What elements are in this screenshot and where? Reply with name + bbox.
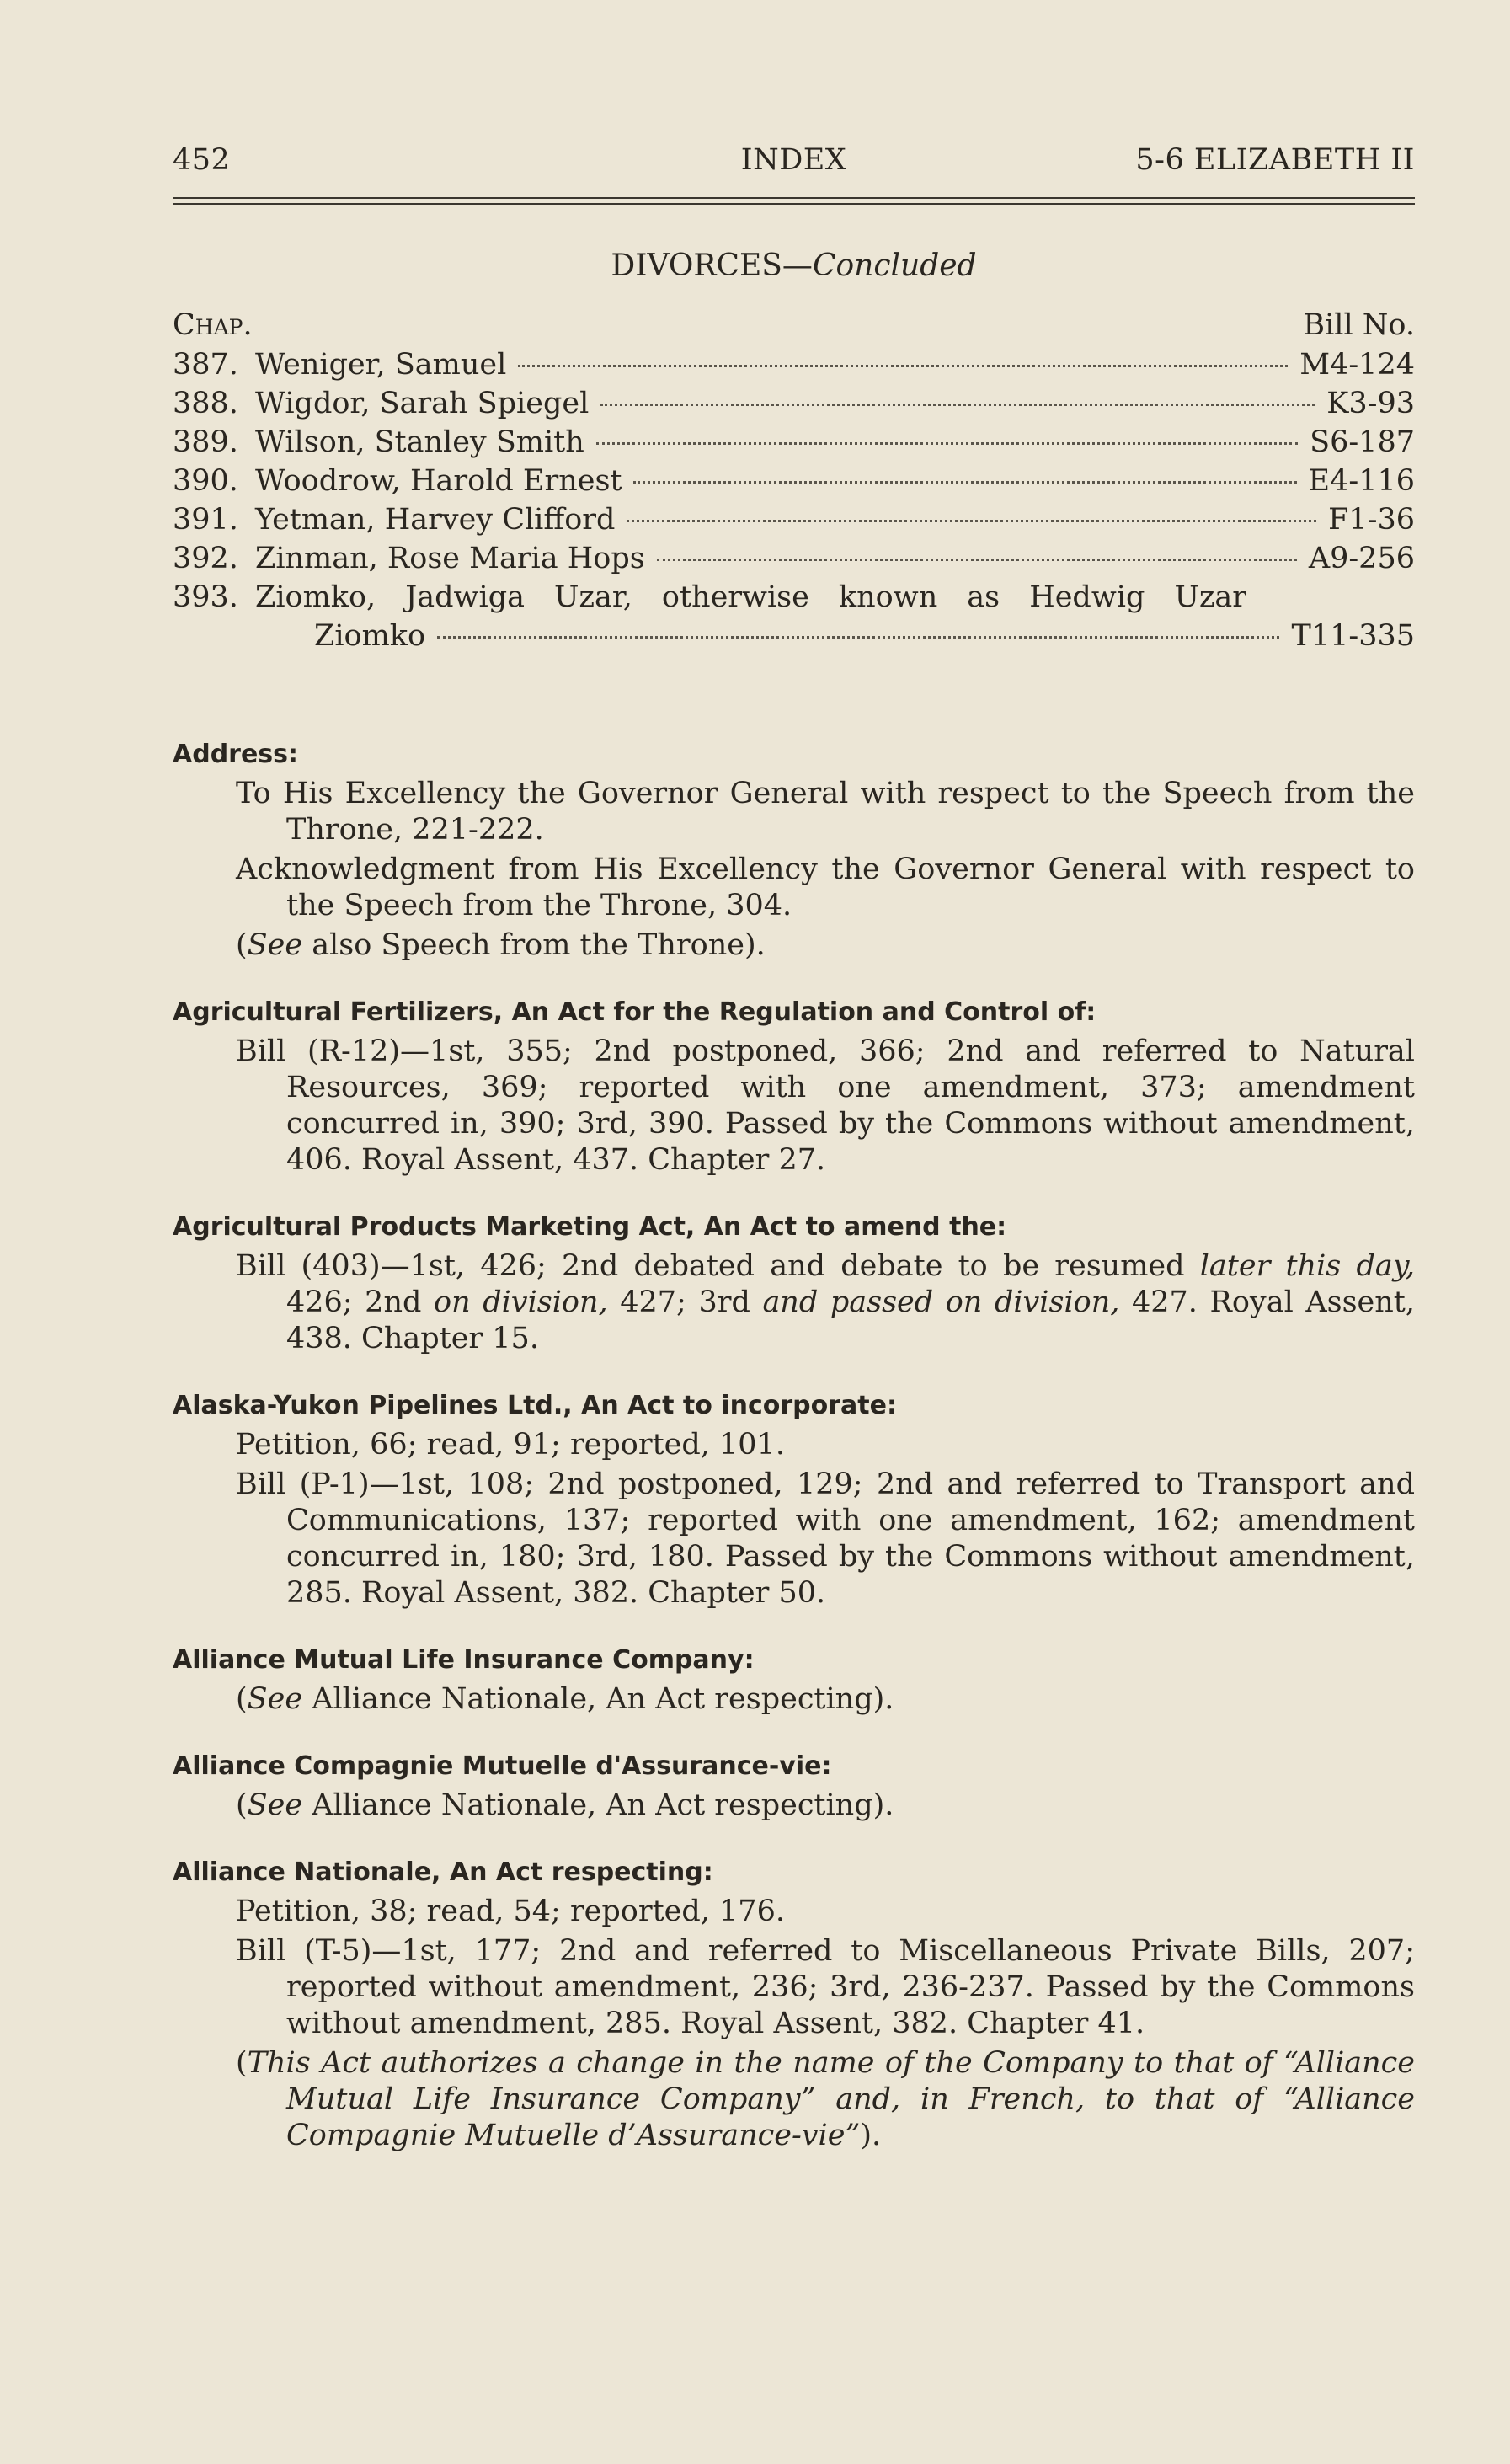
index-item: Bill (P-1)—1st, 108; 2nd postponed, 129; 2nd and referred to Transport and Communications, 137; reported with one amendment, 162; amendment concurred in, 180; 3rd, 180. Passed by the Commons without amendment, 285. Royal Assent, 382. Chapter 50. (236, 1467, 1415, 1610)
chap-column-heading: Chap. (173, 308, 253, 342)
divorce-list (173, 345, 1415, 655)
see-also-reference: (See also Speech from the Throne). (236, 928, 766, 962)
agricultural-fertilizers-heading: Agricultural Fertilizers, An Act for the Regulation and Control of: (173, 997, 1096, 1027)
section-title: DIVORCES—Concluded (611, 249, 977, 283)
see-reference: (See Alliance Nationale, An Act respecting). (236, 1682, 894, 1716)
divorce-entry: 391. Yetman, Harvey Clifford F1-36 (173, 503, 1415, 537)
header-double-rule (173, 197, 1415, 205)
index-item: Acknowledgment from His Excellency the Governor General with respect to the Speech from the Throne, 304. (236, 853, 1415, 922)
alliance-nationale-heading: Alliance Nationale, An Act respecting: (173, 1857, 713, 1887)
agricultural-products-heading: Agricultural Products Marketing Act, An Act to amend the: (173, 1212, 1007, 1242)
divorce-entry: 389. Wilson, Stanley Smith S6-187 (173, 425, 1415, 459)
running-header (173, 143, 1415, 185)
explanatory-note: (This Act authorizes a change in the name of the Company to that of “Alliance Mutual Life Insurance Company” and, in French, to that of “Alliance Compagnie Mutuelle d’Assurance-vie”). (236, 2046, 1415, 2152)
column-headings (173, 308, 1415, 345)
page-content (173, 143, 1415, 2157)
page-number: 452 (173, 143, 231, 177)
see-reference: (See Alliance Nationale, An Act respecting). (236, 1788, 894, 1822)
alaska-yukon-heading: Alaska-Yukon Pipelines Ltd., An Act to incorporate: (173, 1391, 897, 1420)
divorce-entry: 393. Ziomko, Jadwiga Uzar, otherwise known as Hedwig Uzar Ziomko T11-335 (173, 580, 1415, 653)
index-item: Petition, 66; read, 91; reported, 101. (236, 1428, 785, 1462)
divorce-entry: 390. Woodrow, Harold Ernest E4-116 (173, 464, 1415, 498)
alliance-mutual-heading: Alliance Mutual Life Insurance Company: (173, 1645, 755, 1675)
address-heading: Address: (173, 740, 299, 769)
header-regnal-year: 5-6 ELIZABETH II (1135, 143, 1415, 177)
index-item: Bill (403)—1st, 426; 2nd debated and debate to be resumed later this day, 426; 2nd on division, 427; 3rd and passed on division, 427. Royal Assent, 438. Chapter 15. (236, 1249, 1416, 1355)
index-item: To His Excellency the Governor General with respect to the Speech from the Throne, 221-222. (236, 777, 1415, 847)
divorce-entry: 392. Zinman, Rose Maria Hops A9-256 (173, 542, 1415, 575)
header-title: INDEX (740, 143, 847, 177)
bill-column-heading: Bill No. (1303, 308, 1415, 342)
index-item: Petition, 38; read, 54; reported, 176. (236, 1895, 785, 1928)
alliance-compagnie-heading: Alliance Compagnie Mutuelle d'Assurance-vie: (173, 1751, 832, 1781)
index-item: Bill (T-5)—1st, 177; 2nd and referred to Miscellaneous Private Bills, 207; reported without amendment, 236; 3rd, 236-237. Passed by the Commons without amendment, 285. Royal Assent, 382. Chapter 41. (236, 1934, 1415, 2040)
divorce-entry: 387. Weniger, Samuel M4-124 (173, 348, 1415, 382)
divorce-entry: 388. Wigdor, Sarah Spiegel K3-93 (173, 387, 1415, 420)
index-item: Bill (R-12)—1st, 355; 2nd postponed, 366; 2nd and referred to Natural Resources, 369; reported with one amendment, 373; amendment concurred in, 390; 3rd, 390. Passed by the Commons without amendment, 406. Royal Assent, 437. Chapter 27. (236, 1034, 1415, 1177)
